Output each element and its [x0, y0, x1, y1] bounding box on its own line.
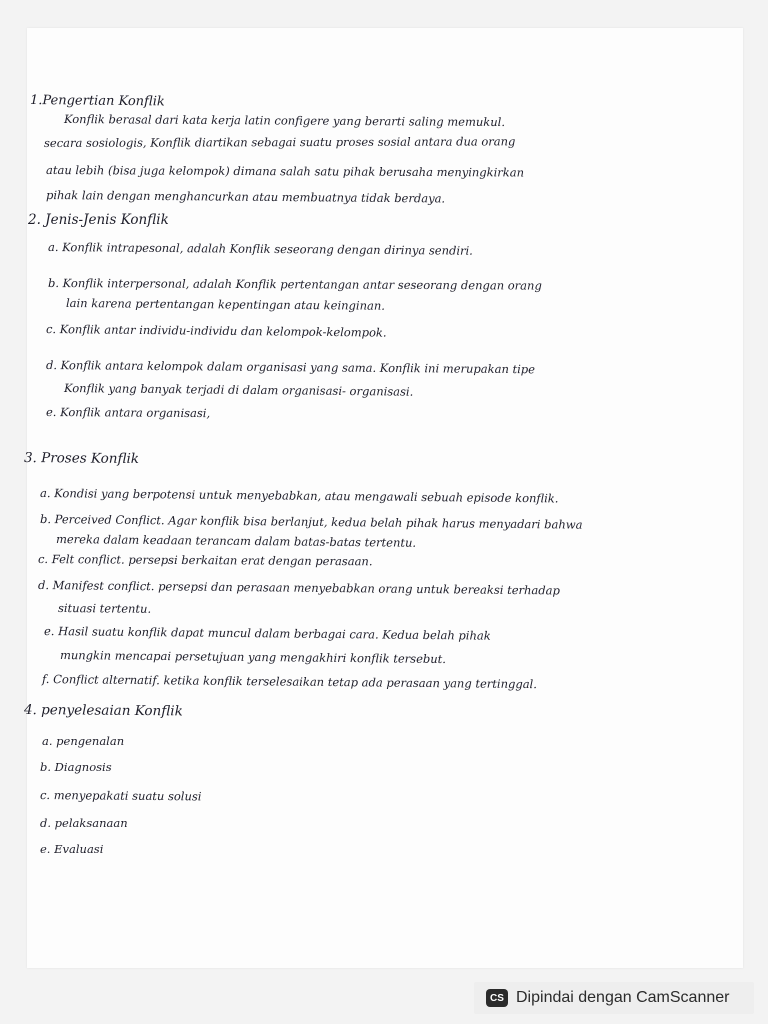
heading-proses-konflik: 3. Proses Konflik [23, 450, 140, 468]
camscanner-watermark [474, 982, 754, 1014]
list-item-continuation: Konflik yang banyak terjadi di dalam organisasi- organisasi. [63, 381, 414, 399]
list-item: f. Conflict alternatif. ketika konflik terselesaikan tetap ada perasaan yang tertinggal. [41, 672, 538, 692]
list-item-continuation: mungkin mencapai persetujuan yang mengakhiri konflik tersebut. [59, 648, 447, 667]
list-item-continuation: situasi tertentu. [57, 601, 152, 616]
text-line: atau lebih (bisa juga kelompok) dimana salah satu pihak berusaha menyingkirkan [45, 163, 525, 180]
list-item: d. pelaksanaan [40, 816, 128, 830]
list-item-continuation: lain karena pertentangan kepentingan atau keinginan. [65, 296, 385, 313]
list-item: c. menyepakati suatu solusi [39, 788, 202, 804]
heading-pengertian: 1.Pengertian Konflik [29, 93, 165, 110]
list-item: b. Perceived Conflict. Agar konflik bisa berlanjut, kedua belah pihak harus menyadari bahwa [39, 512, 583, 532]
list-item: e. Evaluasi [40, 842, 104, 856]
list-item: b. Konflik interpersonal, adalah Konflik pertentangan antar seseorang dengan orang [47, 276, 542, 293]
list-item: c. Felt conflict. persepsi berkaitan erat dengan perasaan. [37, 552, 373, 569]
text-line: Konflik berasal dari kata kerja latin configere yang berarti saling memukul. [63, 112, 506, 130]
text-line: pihak lain dengan menghancurkan atau membuatnya tidak berdaya. [45, 188, 446, 206]
list-item: a. Kondisi yang berpotensi untuk menyebabkan, atau mengawali sebuah episode konflik. [39, 486, 559, 506]
watermark-text: Dipindai dengan CamScanner [516, 989, 730, 1006]
camscanner-logo-icon: CS [486, 989, 508, 1007]
text-line: secara sosiologis, Konflik diartikan sebagai suatu proses sosial antara dua orang [43, 134, 516, 150]
list-item-continuation: mereka dalam keadaan terancam dalam batas-batas tertentu. [55, 532, 417, 550]
list-item: e. Konflik antara organisasi, [45, 405, 211, 421]
heading-jenis-konflik: 2. Jenis-Jenis Konflik [28, 212, 169, 228]
list-item: a. Konflik intrapesonal, adalah Konflik seseorang dengan dirinya sendiri. [47, 240, 473, 258]
list-item: e. Hasil suatu konflik dapat muncul dalam berbagai cara. Kedua belah pihak [43, 624, 491, 643]
list-item: a. pengenalan [42, 734, 125, 748]
list-item: b. Diagnosis [40, 760, 112, 774]
list-item: d. Konflik antara kelompok dalam organisasi yang sama. Konflik ini merupakan tipe [45, 358, 536, 377]
heading-penyelesaian-konflik: 4. penyelesaian Konflik [23, 702, 183, 720]
list-item: d. Manifest conflict. persepsi dan perasaan menyebabkan orang untuk bereaksi terhadap [37, 578, 560, 598]
list-item: c. Konflik antar individu-individu dan kelompok-kelompok. [45, 322, 387, 340]
